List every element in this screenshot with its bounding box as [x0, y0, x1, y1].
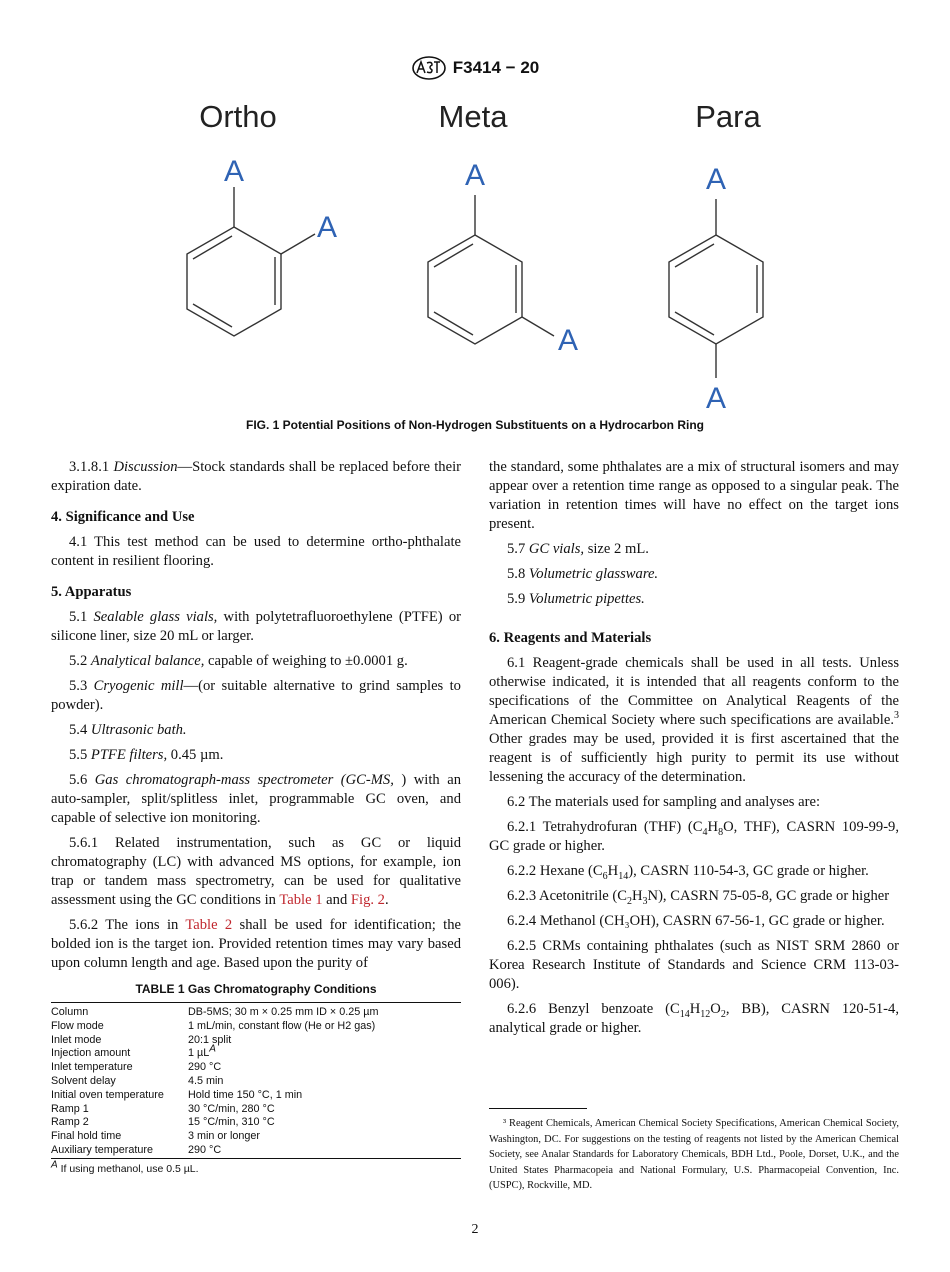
table-row	[51, 1089, 461, 1103]
label-meta: Meta	[438, 99, 508, 134]
para-5-8: 5.8 Volumetric glassware.	[507, 566, 659, 582]
table-cell-label: Flow mode	[51, 1019, 104, 1032]
table-1	[51, 982, 461, 1175]
designation: F3414 − 20	[452, 58, 540, 77]
para-5-6-2: 5.6.2 The ions in Table 2 shall be used for identification; the bolded ion is the target ion. Provided retention times may vary based upon column length and age. Based upon the purity of	[51, 917, 462, 971]
para-5-5: 5.5 PTFE filters, 0.45 µm.	[69, 747, 224, 763]
table-1-grid	[51, 1002, 461, 1159]
para-6-2-3: 6.2.3 Acetonitrile $(C_2H_3N)$, CASRN 75-05-8, GC grade or higher	[507, 888, 890, 907]
table-row	[51, 1116, 461, 1130]
table-cell-value: 30 °C/min, 280 °C	[188, 1102, 275, 1115]
table-row	[51, 1130, 461, 1144]
para-6-1: 6.1 Reagent-grade chemicals shall be used in all tests. Unless otherwise indicated, it is intended that all reagents conform to the specifications of the Committee on Analytical Reagents of the American Chemical Society where such specifications are available.$^3$ Other grades may be used, provided it is first ascertained that the reagent is of sufficiently high purity to permit its use without lessening the accuracy of the determination.	[489, 655, 899, 785]
para-6-2-1: 6.2.1 Tetrahydrofuran (THF) ($C_4H_8O$, THF), CASRN 109-99-9, GC grade or higher.	[489, 819, 900, 854]
table-cell-value: 1 µL$^A$	[188, 1043, 216, 1060]
meta-sub-2: A	[557, 324, 579, 357]
figure-caption: FIG. 1 Potential Positions of Non-Hydrogen Substituents on a Hydrocarbon Ring	[245, 418, 704, 432]
table-cell-value: 20:1 split	[188, 1033, 232, 1046]
footnote-3: ³ Reagent Chemicals, American Chemical Society Specifications, American Chemical Society, Washington, DC. For suggestions on the testing of reagents not listed by the American Chemical Society, see Analar Standards for Laboratory Chemicals, BDH Ltd., Poole, Dorset, U.K., and the United States Pharmacopeia and National Formulary, U.S. Pharmacopeial Convention, Inc. (USPC), Rockville, MD.	[489, 1118, 899, 1191]
para-5-7: 5.7 GC vials, size 2 mL.	[507, 541, 649, 557]
para-5-1: 5.1 Sealable glass vials, with polytetrafluoroethylene (PTFE) or silicone liner, size 20 mL or larger.	[51, 609, 461, 644]
table-row	[51, 1003, 461, 1020]
table-cell-value: 1 mL/min, constant flow (He or H2 gas)	[188, 1019, 376, 1032]
table-cell-label: Ramp 2	[51, 1116, 89, 1129]
table-cell-label: Column	[51, 1006, 89, 1018]
table-row	[51, 1144, 461, 1158]
para-5-9: 5.9 Volumetric pipettes.	[507, 591, 645, 607]
table-cell-value: DB-5MS; 30 m × 0.25 mm ID × 0.25 µm	[188, 1006, 379, 1018]
para-6-2-5: 6.2.5 CRMs containing phthalates (such as NIST SRM 2860 or Korea Research Institute of Standards and Science CRM 113-03-006).	[489, 938, 899, 992]
section-4-heading: 4. Significance and Use	[51, 509, 195, 525]
para-continued: the standard, some phthalates are a mix of structural isomers and may appear over a retention time range as opposed to a singular peak. The variation in retention times will have no effect on the target ions present.	[489, 459, 899, 532]
para-5-6-1: 5.6.1 Related instrumentation, such as GC or liquid chromatography (LC) with advanced MS options, for example, ion trap or tandem mass spectrometry, can be used for qualitative assessment using the GC conditions in Table 1 and Fig. 2.	[51, 835, 461, 908]
para-6-2-6: 6.2.6 Benzyl benzoate ($C_{14}H_{12}O_2$, BB), CASRN 120-51-4, analytical grade or higher.	[489, 1001, 899, 1036]
table-cell-label: Inlet mode	[51, 1033, 102, 1046]
para-5-3: 5.3 Cryogenic mill—(or suitable alternative to grind samples to powder).	[51, 678, 461, 713]
ortho-ring	[187, 187, 315, 336]
page-number: 2	[471, 1222, 479, 1237]
table-cell-value: 3 min or longer	[188, 1130, 261, 1143]
section-5-heading: 5. Apparatus	[51, 584, 132, 600]
para-5-2: 5.2 Analytical balance, capable of weighing to ±0.0001 g.	[69, 653, 408, 669]
table-cell-label: Inlet temperature	[51, 1061, 133, 1074]
table-cell-value: Hold time 150 °C, 1 min	[188, 1088, 303, 1101]
right-column	[489, 458, 899, 1044]
table-1-title: TABLE 1 Gas Chromatography Conditions	[135, 982, 377, 996]
ortho-sub-2: A	[316, 211, 338, 244]
link-fig-2[interactable]: Fig. 2	[350, 892, 385, 908]
table-row	[51, 1075, 461, 1089]
link-table-2[interactable]: Table 2	[185, 917, 233, 933]
table-row	[51, 1103, 461, 1117]
table-cell-label: Solvent delay	[51, 1074, 116, 1087]
para-6-2-4: 6.2.4 Methanol (CH₃OH), CASRN 67-56-1, GC grade or higher.	[507, 913, 885, 929]
left-column	[51, 458, 461, 979]
label-para: Para	[695, 99, 761, 134]
section-6-heading: 6. Reagents and Materials	[489, 630, 652, 646]
para-3-1-8-1: 3.1.8.1 Discussion—Stock standards shall be replaced before their expiration date.	[51, 459, 461, 494]
footnote-rule	[489, 1108, 587, 1109]
table-1-footnote: $^A$ If using methanol, use 0.5 µL.	[51, 1159, 199, 1175]
para-6-2: 6.2 The materials used for sampling and analyses are:	[507, 794, 820, 810]
page-header	[0, 56, 950, 80]
table-cell-value: 290 °C	[188, 1143, 222, 1156]
para-4-1: 4.1 This test method can be used to determine ortho-phthalate content in resilient flooring.	[51, 534, 461, 569]
table-cell-value: 15 °C/min, 310 °C	[188, 1116, 275, 1129]
astm-logo-icon	[411, 56, 447, 80]
ortho-sub-1: A	[223, 155, 245, 188]
table-cell-value: 4.5 min	[188, 1074, 224, 1087]
table-row	[51, 1020, 461, 1034]
table-row	[51, 1034, 461, 1048]
para-sub-2: A	[705, 382, 727, 415]
para-ring	[669, 199, 763, 378]
table-cell-value: 290 °C	[188, 1061, 222, 1074]
para-6-2-2: 6.2.2 Hexane $(C_6H_{14})$, CASRN 110-54-3, GC grade or higher.	[507, 863, 869, 882]
para-5-6: 5.6 Gas chromatograph-mass spectrometer (GC-MS, ) with an auto-sampler, split/splitless inlet, programmable GC oven, and capable of selective ion monitoring.	[51, 772, 461, 826]
table-cell-label: Auxiliary temperature	[51, 1143, 154, 1156]
table-row	[51, 1047, 461, 1061]
link-table-1[interactable]: Table 1	[279, 892, 323, 908]
meta-ring	[428, 195, 554, 344]
table-cell-label: Initial oven temperature	[51, 1088, 164, 1101]
table-cell-label: Final hold time	[51, 1130, 122, 1143]
figure-1	[130, 95, 830, 415]
para-sub-1: A	[705, 163, 727, 196]
meta-sub-1: A	[464, 159, 486, 192]
para-5-4: 5.4 Ultrasonic bath.	[69, 722, 187, 738]
table-cell-label: Ramp 1	[51, 1102, 89, 1115]
label-ortho: Ortho	[199, 99, 277, 134]
table-row	[51, 1061, 461, 1075]
table-cell-label: Injection amount	[51, 1047, 131, 1060]
